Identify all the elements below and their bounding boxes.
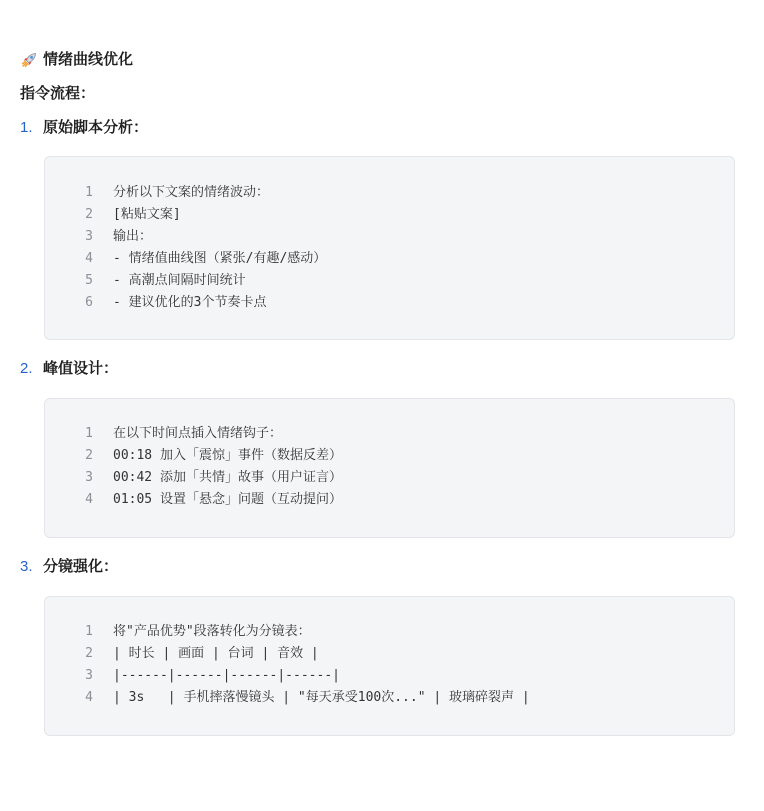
code-text: | 3s | 手机摔落慢镜头 | "每天承受100次..." | 玻璃碎裂声 |	[113, 690, 530, 705]
code-text: 01:05 设置「悬念」问题（互动提问）	[113, 492, 342, 507]
line-number: 4	[85, 251, 93, 266]
step-label: 峰值设计：	[43, 360, 119, 377]
line-number: 1	[85, 185, 93, 200]
line-number: 4	[85, 492, 93, 507]
code-text: 00:42 添加「共情」故事（用户证言）	[113, 470, 342, 485]
code-text: 在以下时间点插入情绪钩子：	[113, 426, 283, 441]
code-line	[45, 226, 152, 248]
line-number: 2	[85, 448, 93, 463]
step-2	[20, 358, 118, 380]
code-line	[45, 204, 181, 226]
code-line	[45, 621, 311, 643]
line-number: 1	[85, 624, 93, 639]
code-line	[45, 467, 342, 489]
code-text: |------|------|------|------|	[113, 668, 340, 683]
step-label: 原始脚本分析：	[43, 119, 149, 136]
code-text: 分析以下文案的情绪波动：	[113, 185, 270, 200]
code-text: 将"产品优势"段落转化为分镜表：	[113, 624, 311, 639]
step-label: 分镜强化：	[43, 558, 119, 575]
code-text: - 建议优化的3个节奏卡点	[113, 295, 267, 310]
code-text: [粘贴文案]	[113, 207, 181, 222]
rocket-icon	[20, 51, 38, 69]
code-block-1	[44, 156, 735, 340]
code-line	[45, 182, 269, 204]
code-text: 输出：	[113, 229, 153, 244]
section-title: 情绪曲线优化	[43, 51, 134, 68]
code-block-3	[44, 596, 735, 736]
step-number: 1.	[20, 119, 33, 136]
flow-label: 指令流程：	[20, 85, 96, 102]
code-line	[45, 423, 282, 445]
line-number: 3	[85, 668, 93, 683]
code-text: - 情绪值曲线图（紧张/有趣/感动）	[113, 251, 327, 266]
code-line	[45, 270, 246, 292]
line-number: 5	[85, 273, 93, 288]
code-line	[45, 687, 530, 709]
code-line	[45, 489, 342, 511]
line-number: 2	[85, 207, 93, 222]
code-text: - 高潮点间隔时间统计	[113, 273, 246, 288]
line-number: 1	[85, 426, 93, 441]
code-block-2	[44, 398, 735, 538]
line-number: 2	[85, 646, 93, 661]
code-text: 00:18 加入「震惊」事件（数据反差）	[113, 448, 342, 463]
step-number: 3.	[20, 558, 33, 575]
step-number: 2.	[20, 360, 33, 377]
line-number: 3	[85, 229, 93, 244]
code-text: | 时长 | 画面 | 台词 | 音效 |	[113, 646, 319, 661]
line-number: 6	[85, 295, 93, 310]
code-line	[45, 248, 326, 270]
step-3	[20, 556, 118, 578]
line-number: 4	[85, 690, 93, 705]
code-line	[45, 643, 319, 665]
step-1	[20, 117, 148, 139]
code-line	[45, 665, 340, 687]
code-line	[45, 292, 266, 314]
code-line	[45, 445, 342, 467]
line-number: 3	[85, 470, 93, 485]
section-heading	[20, 49, 133, 71]
